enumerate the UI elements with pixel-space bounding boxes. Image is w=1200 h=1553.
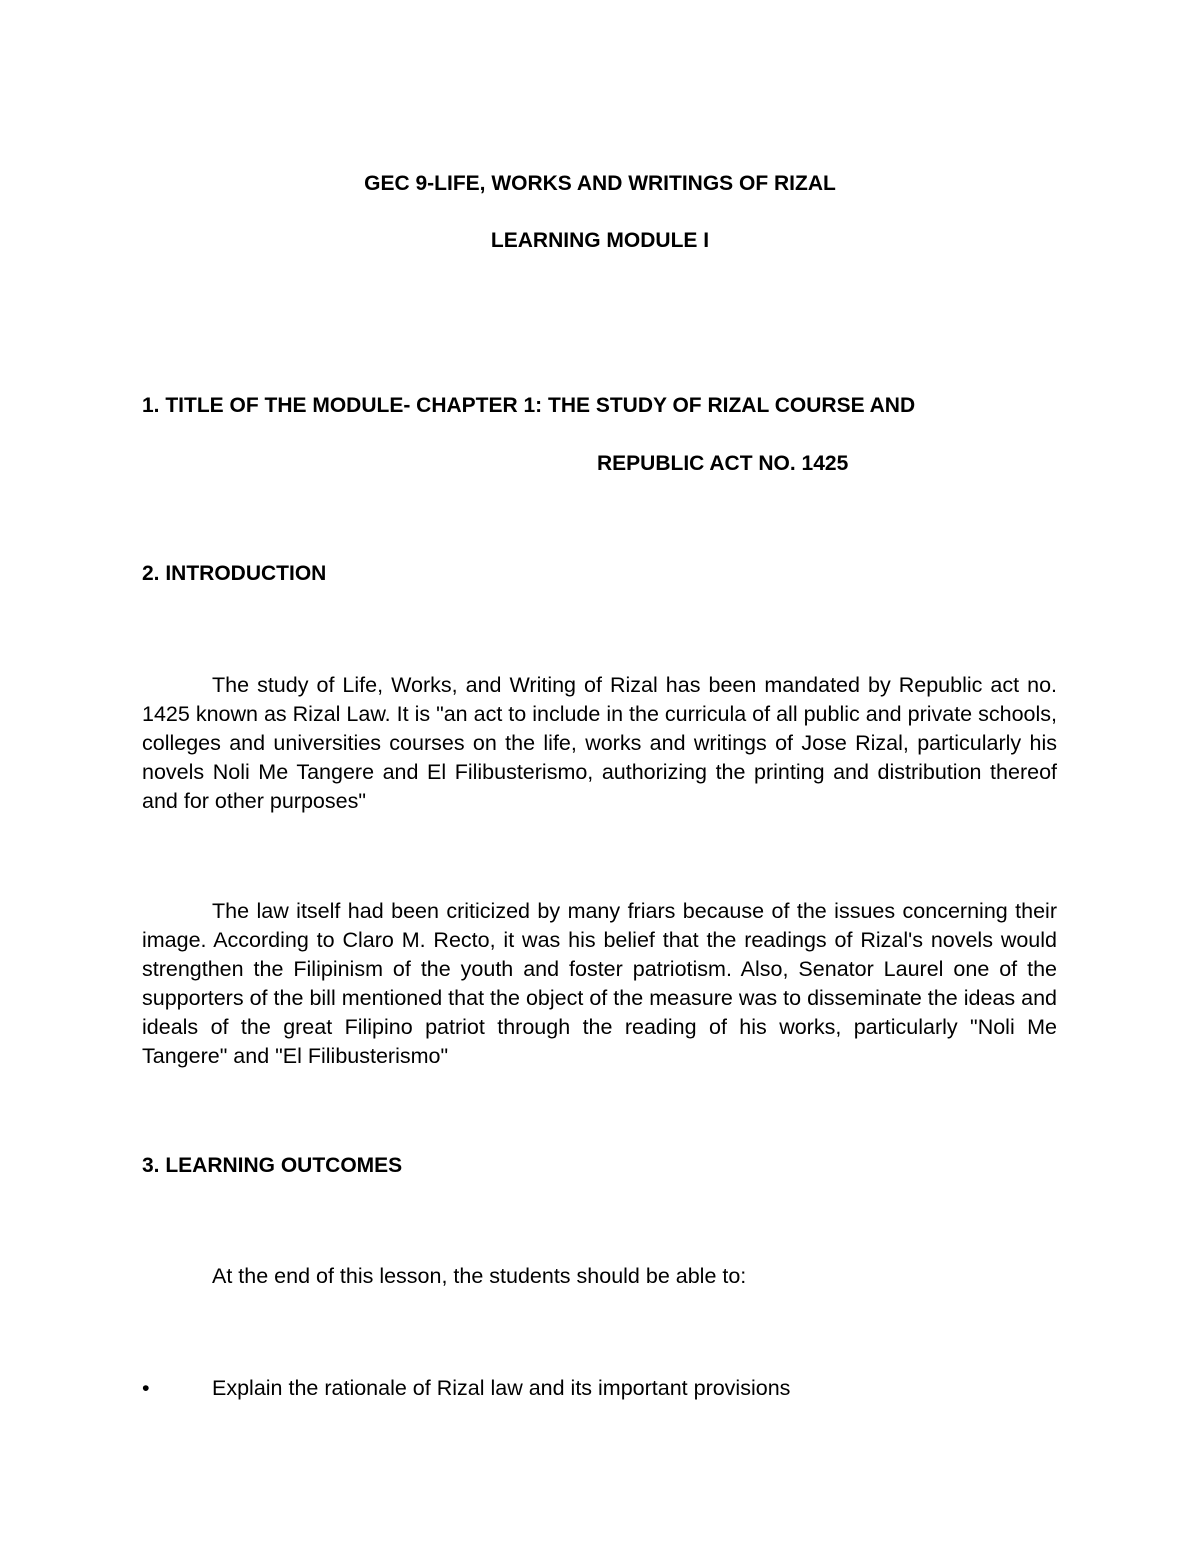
course-title: GEC 9-LIFE, WORKS AND WRITINGS OF RIZAL	[364, 172, 836, 195]
introduction-heading: 2. INTRODUCTION	[142, 562, 327, 585]
section-title-continuation: REPUBLIC ACT NO. 1425	[597, 452, 849, 475]
introduction-paragraph: The study of Life, Works, and Writing of Rizal has been mandated by Republic act no. 1425 known as Rizal Law. It is "an act to include in the curricula of all public and private schools, colleges and universities courses on the life, works and writings of Jose Rizal, particularly his novels Noli Me Tangere and El Filibusterismo, authorizing the printing and distribution thereof and for other purposes"	[142, 673, 1057, 813]
learning-outcomes-heading: 3. LEARNING OUTCOMES	[142, 1154, 403, 1177]
outcome-item: Explain the rationale of Rizal law and its important provisions	[212, 1376, 791, 1400]
module-label: LEARNING MODULE I	[490, 229, 710, 252]
bullet-icon: •	[142, 1376, 150, 1400]
outcomes-intro: At the end of this lesson, the students should be able to:	[212, 1264, 747, 1288]
introduction-paragraph: The law itself had been criticized by many friars because of the issues concerning their image. According to Claro M. Recto, it was his belief that the readings of Rizal's novels would strengthen the Filipinism of the youth and foster patriotism. Also, Senator Laurel one of the supporters of the bill mentioned that the object of the measure was to disseminate the ideas and ideals of the great Filipino patriot through the reading of his works, particularly "Noli Me Tangere" and "El Filibusterismo"	[142, 899, 1057, 1068]
section-title-heading: 1. TITLE OF THE MODULE- CHAPTER 1: THE STUDY OF RIZAL COURSE AND	[142, 394, 916, 417]
